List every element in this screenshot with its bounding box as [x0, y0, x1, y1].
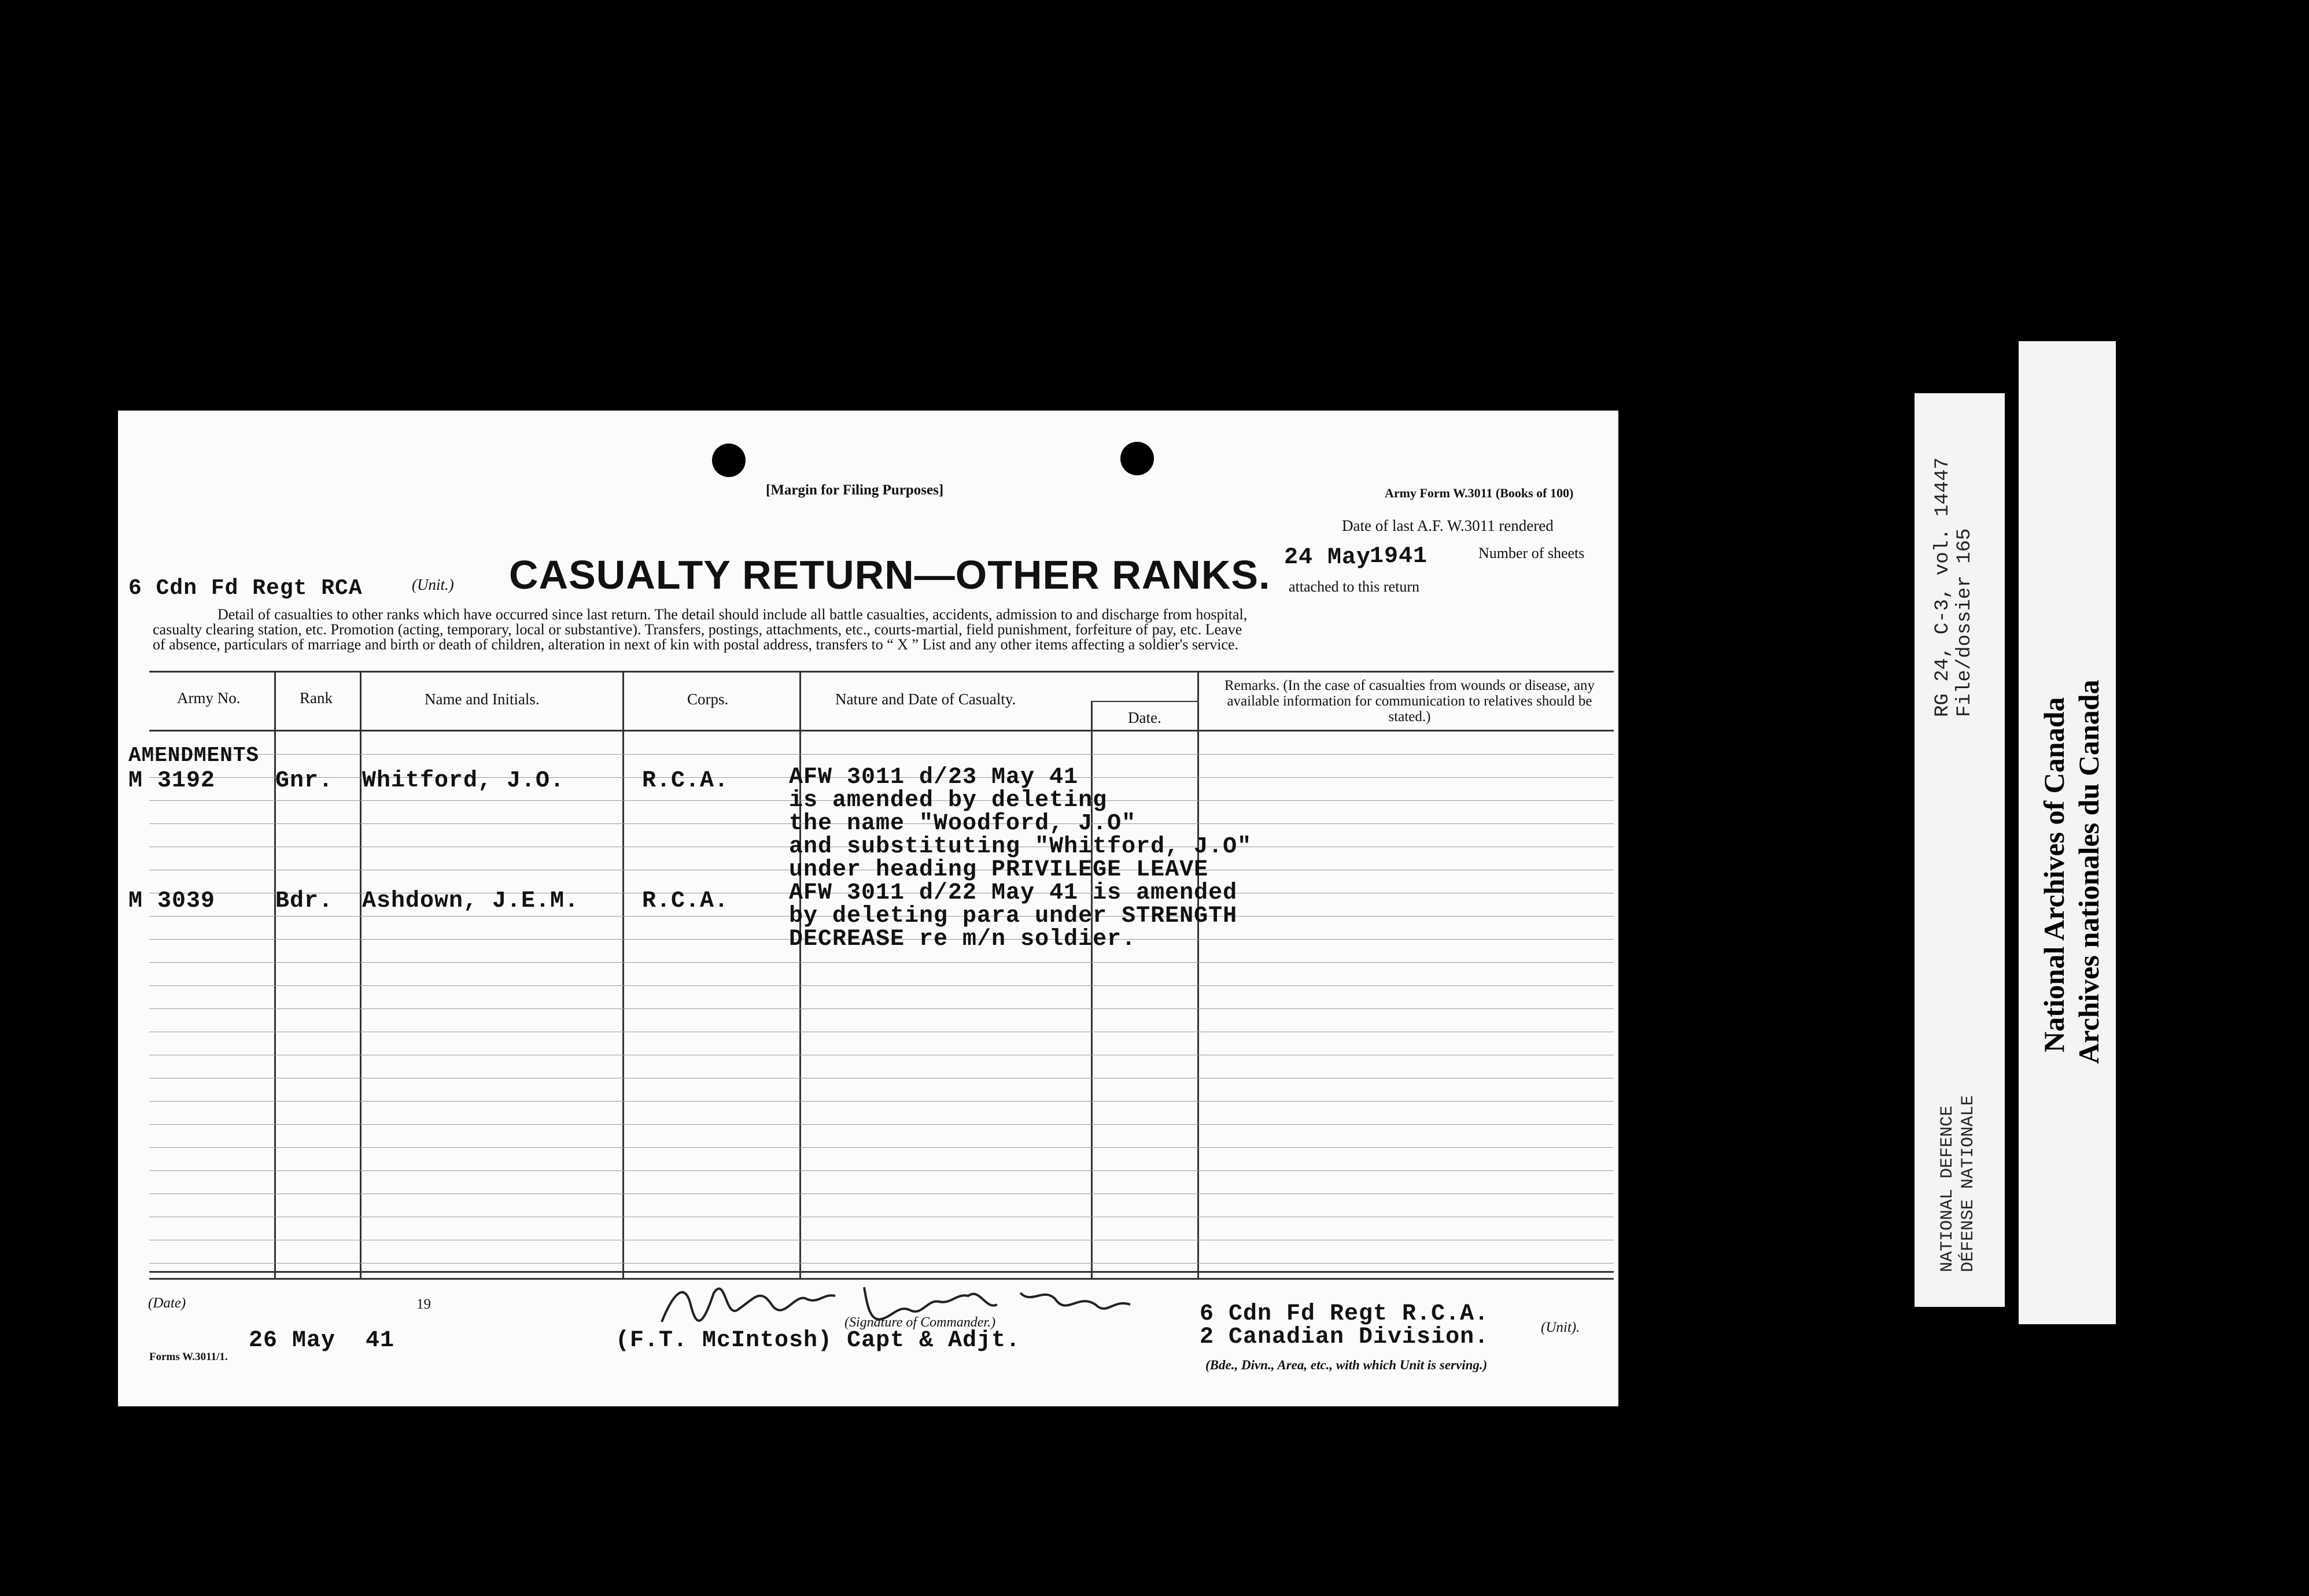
- form-code: Forms W.3011/1.: [149, 1351, 228, 1363]
- entry-2-nature-2: by deleting para under STRENGTH: [789, 903, 1238, 929]
- entry-1-nature-4: and substituting "Whitford, J.O": [789, 834, 1252, 860]
- dept-line-2: DÉFENSE NATIONALE: [1958, 1095, 1978, 1272]
- reference-line-2: File/dossier 165: [1954, 528, 1976, 717]
- footer-date-label: (Date): [148, 1295, 186, 1311]
- signer-name: (F.T. McIntosh) Capt & Adjt.: [615, 1328, 1021, 1354]
- archives-stamp-strip: [2019, 341, 2116, 1324]
- date-last-year: 1941: [1370, 544, 1428, 570]
- entry-1-nature-3: the name "Woodford, J.O": [789, 811, 1137, 837]
- entry-2-name: Ashdown, J.E.M.: [362, 888, 580, 914]
- attached-label: attached to this return: [1289, 578, 1419, 595]
- entry-2-corps: R.C.A.: [642, 888, 729, 914]
- casualty-return-form: [118, 411, 1618, 1406]
- footer-unit-label: (Unit).: [1541, 1320, 1580, 1335]
- dept-line-1: NATIONAL DEFENCE: [1938, 1105, 1957, 1272]
- archives-line-2: Archives nationales du Canada: [2072, 679, 2105, 1064]
- footer-unit-line-1: 6 Cdn Fd Regt R.C.A.: [1200, 1301, 1489, 1327]
- date-last-label: Date of last A.F. W.3011 rendered: [1342, 517, 1554, 534]
- entry-1-corps: R.C.A.: [642, 768, 729, 794]
- footer-year-prefix: 19: [416, 1296, 431, 1312]
- entry-1-rank: Gnr.: [275, 768, 334, 794]
- entry-1-nature-1: AFW 3011 d/23 May 41: [789, 764, 1079, 790]
- footer-year-value: 41: [366, 1328, 395, 1354]
- intro-line-3: of absence, particulars of marriage and birth or death of children, alteration in next of kin with postal address, transfers to “ X ” List and any other items affecting a soldier's service.: [153, 636, 1239, 653]
- entry-1-army-no: M 3192: [128, 768, 216, 794]
- reference-stamp-strip: [1915, 393, 2005, 1307]
- header-rank: Rank: [300, 689, 333, 707]
- margin-note: [Margin for Filing Purposes]: [766, 482, 944, 498]
- unit-label: (Unit.): [412, 576, 454, 593]
- date-last-value: 24 May: [1284, 545, 1371, 571]
- footer-unit-line-2: 2 Canadian Division.: [1200, 1324, 1489, 1350]
- section-heading: AMENDMENTS: [128, 744, 260, 767]
- intro-line-2: casualty clearing station, etc. Promotion (acting, temporary, local or substantive). Transfers, postings, attachments, etc., courts-martial, field punishment, forfeiture of pay, etc. Leave: [153, 621, 1242, 638]
- footer-date-value: 26 May: [249, 1328, 336, 1354]
- reference-line-1: RG 24, C-3, vol. 14447: [1932, 457, 1954, 717]
- intro-line-1: Detail of casualties to other ranks which have occurred since last return. The detail should include all battle casualties, accidents, admission to and discharge from hospital,: [217, 606, 1248, 623]
- punch-hole-left: [712, 444, 746, 477]
- header-bottom-border: [149, 730, 1614, 732]
- header-nature: Nature and Date of Casualty.: [835, 690, 1016, 708]
- form-title: CASUALTY RETURN—OTHER RANKS.: [509, 552, 1271, 597]
- archives-line-1: National Archives of Canada: [2038, 697, 2070, 1052]
- signature-label: (Signature of Commander.): [844, 1315, 996, 1330]
- entry-2-nature-1: AFW 3011 d/22 May 41 is amended: [789, 880, 1238, 906]
- table-top-border: [149, 671, 1614, 673]
- header-name: Name and Initials.: [425, 690, 540, 708]
- punch-hole-right: [1120, 442, 1154, 475]
- unit-value: 6 Cdn Fd Regt RCA: [128, 576, 363, 601]
- entry-1-nature-5: under heading PRIVILEGE LEAVE: [789, 857, 1209, 883]
- entry-2-nature-3: DECREASE re m/n soldier.: [789, 926, 1137, 952]
- entry-2-army-no: M 3039: [128, 888, 216, 914]
- entry-1-name: Whitford, J.O.: [362, 768, 565, 794]
- army-form-label: Army Form W.3011 (Books of 100): [1385, 486, 1574, 500]
- header-date: Date.: [1128, 709, 1161, 726]
- header-corps: Corps.: [687, 690, 729, 708]
- entry-1-nature-2: is amended by deleting: [789, 788, 1108, 814]
- header-army-no: Army No.: [177, 689, 241, 707]
- header-remarks: Remarks. (In the case of casualties from wounds or disease, any available information for communication to relatives should be stated.): [1224, 678, 1595, 725]
- entry-2-rank: Bdr.: [275, 888, 334, 914]
- date-subheader-line: [1091, 701, 1197, 702]
- sheets-label: Number of sheets: [1478, 545, 1585, 561]
- bde-label: (Bde., Divn., Area, etc., with which Unit is serving.): [1205, 1358, 1488, 1372]
